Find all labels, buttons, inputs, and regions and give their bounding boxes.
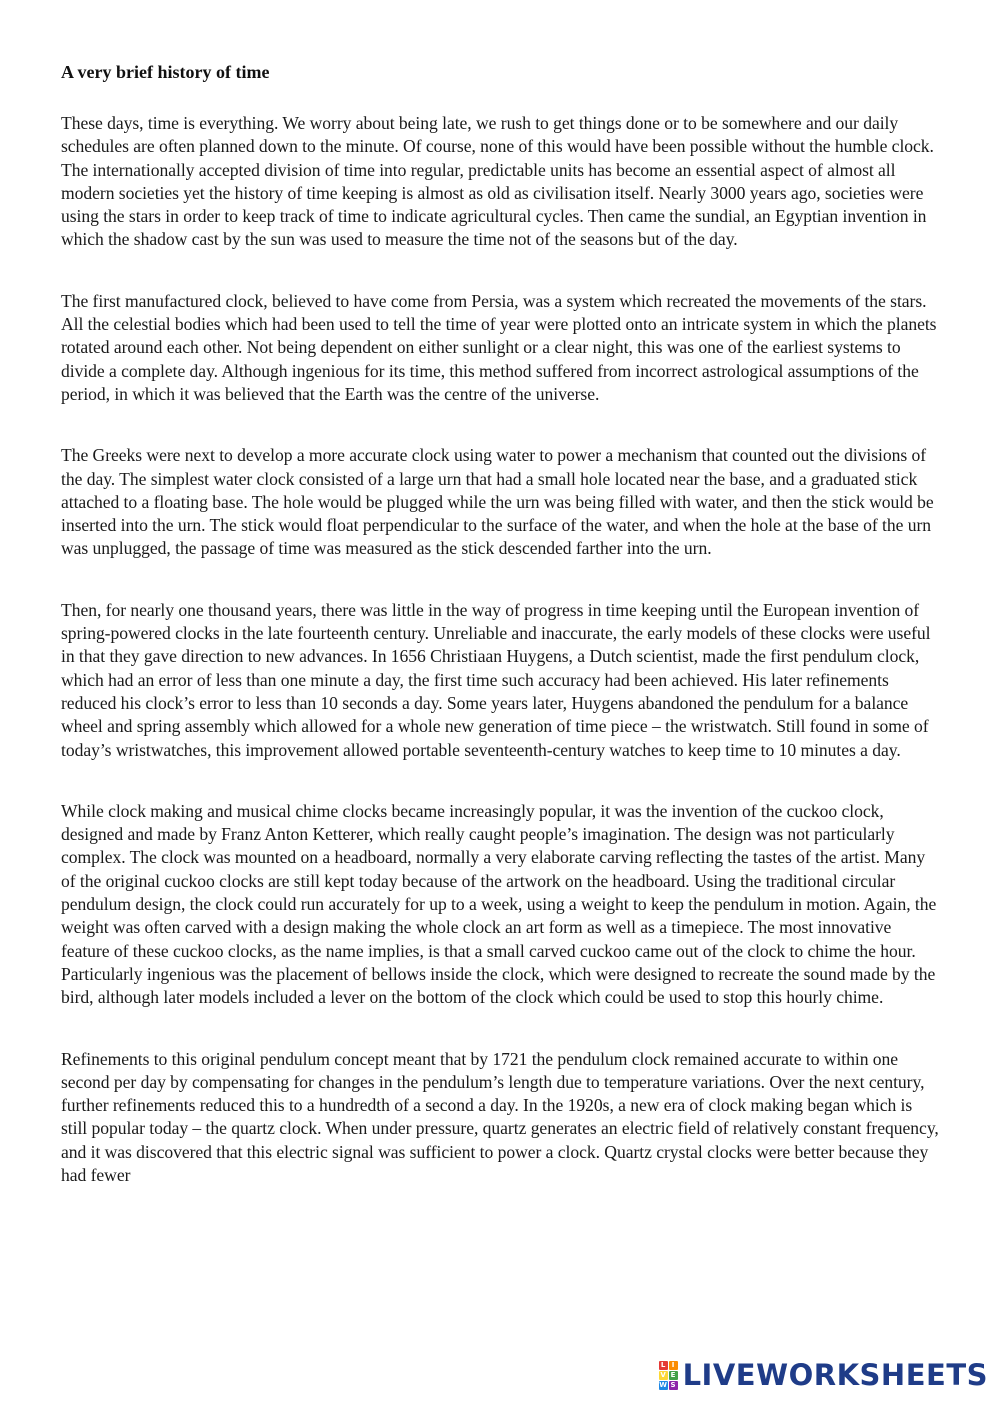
logo-tile-4: E xyxy=(669,1371,678,1380)
document-title: A very brief history of time xyxy=(61,62,270,82)
liveworksheets-logo-icon xyxy=(659,1361,678,1390)
paragraph-1: These days, time is everything. We worry about being late, we rush to get things done or to be somewhere and our daily schedules are often planned down to the minute. Of course, none of this would have been possible without the humble clock. The internationally accepted division of time into regular, predictable units has become an essential aspect of almost all modern societies yet the history of time keeping is almost as old as civilisation itself. Nearly 3000 years ago, societies were using the stars in order to keep track of time to indicate agricultural cycles. Then came the sundial, an Egyptian invention in which the shadow cast by the sun was used to measure the time not of the seasons but of the day. xyxy=(61,113,934,250)
logo-tile-6: S xyxy=(670,1380,676,1389)
logo-tile-3: V xyxy=(660,1370,666,1379)
paragraph-3: The Greeks were next to develop a more accurate clock using water to power a mechanism that counted out the divisions of the day. The simplest water clock consisted of a large urn that had a small hole located near the base, and a graduated stick attached to a floating base. The hole would be plugged while the urn was being filled with water, and then the stick would be inserted into the urn. The stick would float perpendicular to the surface of the water, and when the hole at the base of the urn was unplugged, the passage of time was measured as the stick descended farther into the urn. xyxy=(61,445,934,559)
logo-tile-2: I xyxy=(669,1361,678,1370)
paragraph-6: Refinements to this original pendulum concept meant that by 1721 the pendulum clock remained accurate to within one second per day by compensating for changes in the pendulum’s length due to temperature variations. Over the next century, further refinements reduced this to a hundredth of a second a day. In the 1920s, a new era of clock making began which is still popular today – the quartz clock. When under pressure, quartz generates an electric field of relatively constant frequency, and it was discovered that this electric signal was sufficient to power a clock. Quartz crystal clocks were better because they had fewer xyxy=(61,1048,939,1185)
document-page xyxy=(61,60,941,1187)
logo-tile-5: W xyxy=(659,1380,667,1389)
paragraph-2: The first manufactured clock, believed to have come from Persia, was a system which recreated the movements of the stars. All the celestial bodies which had been used to tell the time of year were plotted onto an intricate system in which the planets rotated around each other. Not being dependent on either sunlight or a clear night, this was one of the earliest systems to divide a complete day. Although ingenious for its time, this method suffered from incorrect astrological assumptions of the period, in which it was believed that the Earth was the centre of the universe. xyxy=(61,290,937,404)
paragraph-4: Then, for nearly one thousand years, there was little in the way of progress in time keeping until the European invention of spring-powered clocks in the late fourteenth century. Unreliable and inaccurate, the early models of these clocks were useful in that they gave direction to new advances. In 1656 Christiaan Huygens, a Dutch scientist, made the first pendulum clock, which had an error of less than one minute a day, the first time such accuracy had been achieved. His later refinements reduced his clock’s error to less than 10 seconds a day. Some years later, Huygens abandoned the pendulum for a balance wheel and spring assembly which allowed for a whole new generation of time piece – the wristwatch. Still found in some of today’s wristwatches, this improvement allowed portable seventeenth-century watches to keep time to 10 minutes a day. xyxy=(61,599,931,760)
paragraph-5: While clock making and musical chime clocks became increasingly popular, it was the invention of the cuckoo clock, designed and made by Franz Anton Ketterer, which really caught people’s imagination. The design was not particularly complex. The clock was mounted on a headboard, normally a very elaborate carving reflecting the tastes of the artist. Many of the original cuckoo clocks are still kept today because of the artwork on the headboard. Using the traditional circular pendulum design, the clock could run accurately for up to a week, using a weight to keep the pendulum in motion. Again, the weight was often carved with a design making the whole clock an art form as well as a timepiece. The most innovative feature of these cuckoo clocks, as the name implies, is that a small carved cuckoo came out of the clock to chime the hour. Particularly ingenious was the placement of bellows inside the clock, which were designed to recreate the sound made by the bird, although later models included a lever on the bottom of the clock which could be used to stop this hourly chime. xyxy=(61,800,937,1008)
liveworksheets-wordmark: LIVEWORKSHEETS xyxy=(682,1358,988,1392)
logo-tile-1: L xyxy=(659,1361,668,1370)
liveworksheets-logo[interactable] xyxy=(659,1358,988,1392)
